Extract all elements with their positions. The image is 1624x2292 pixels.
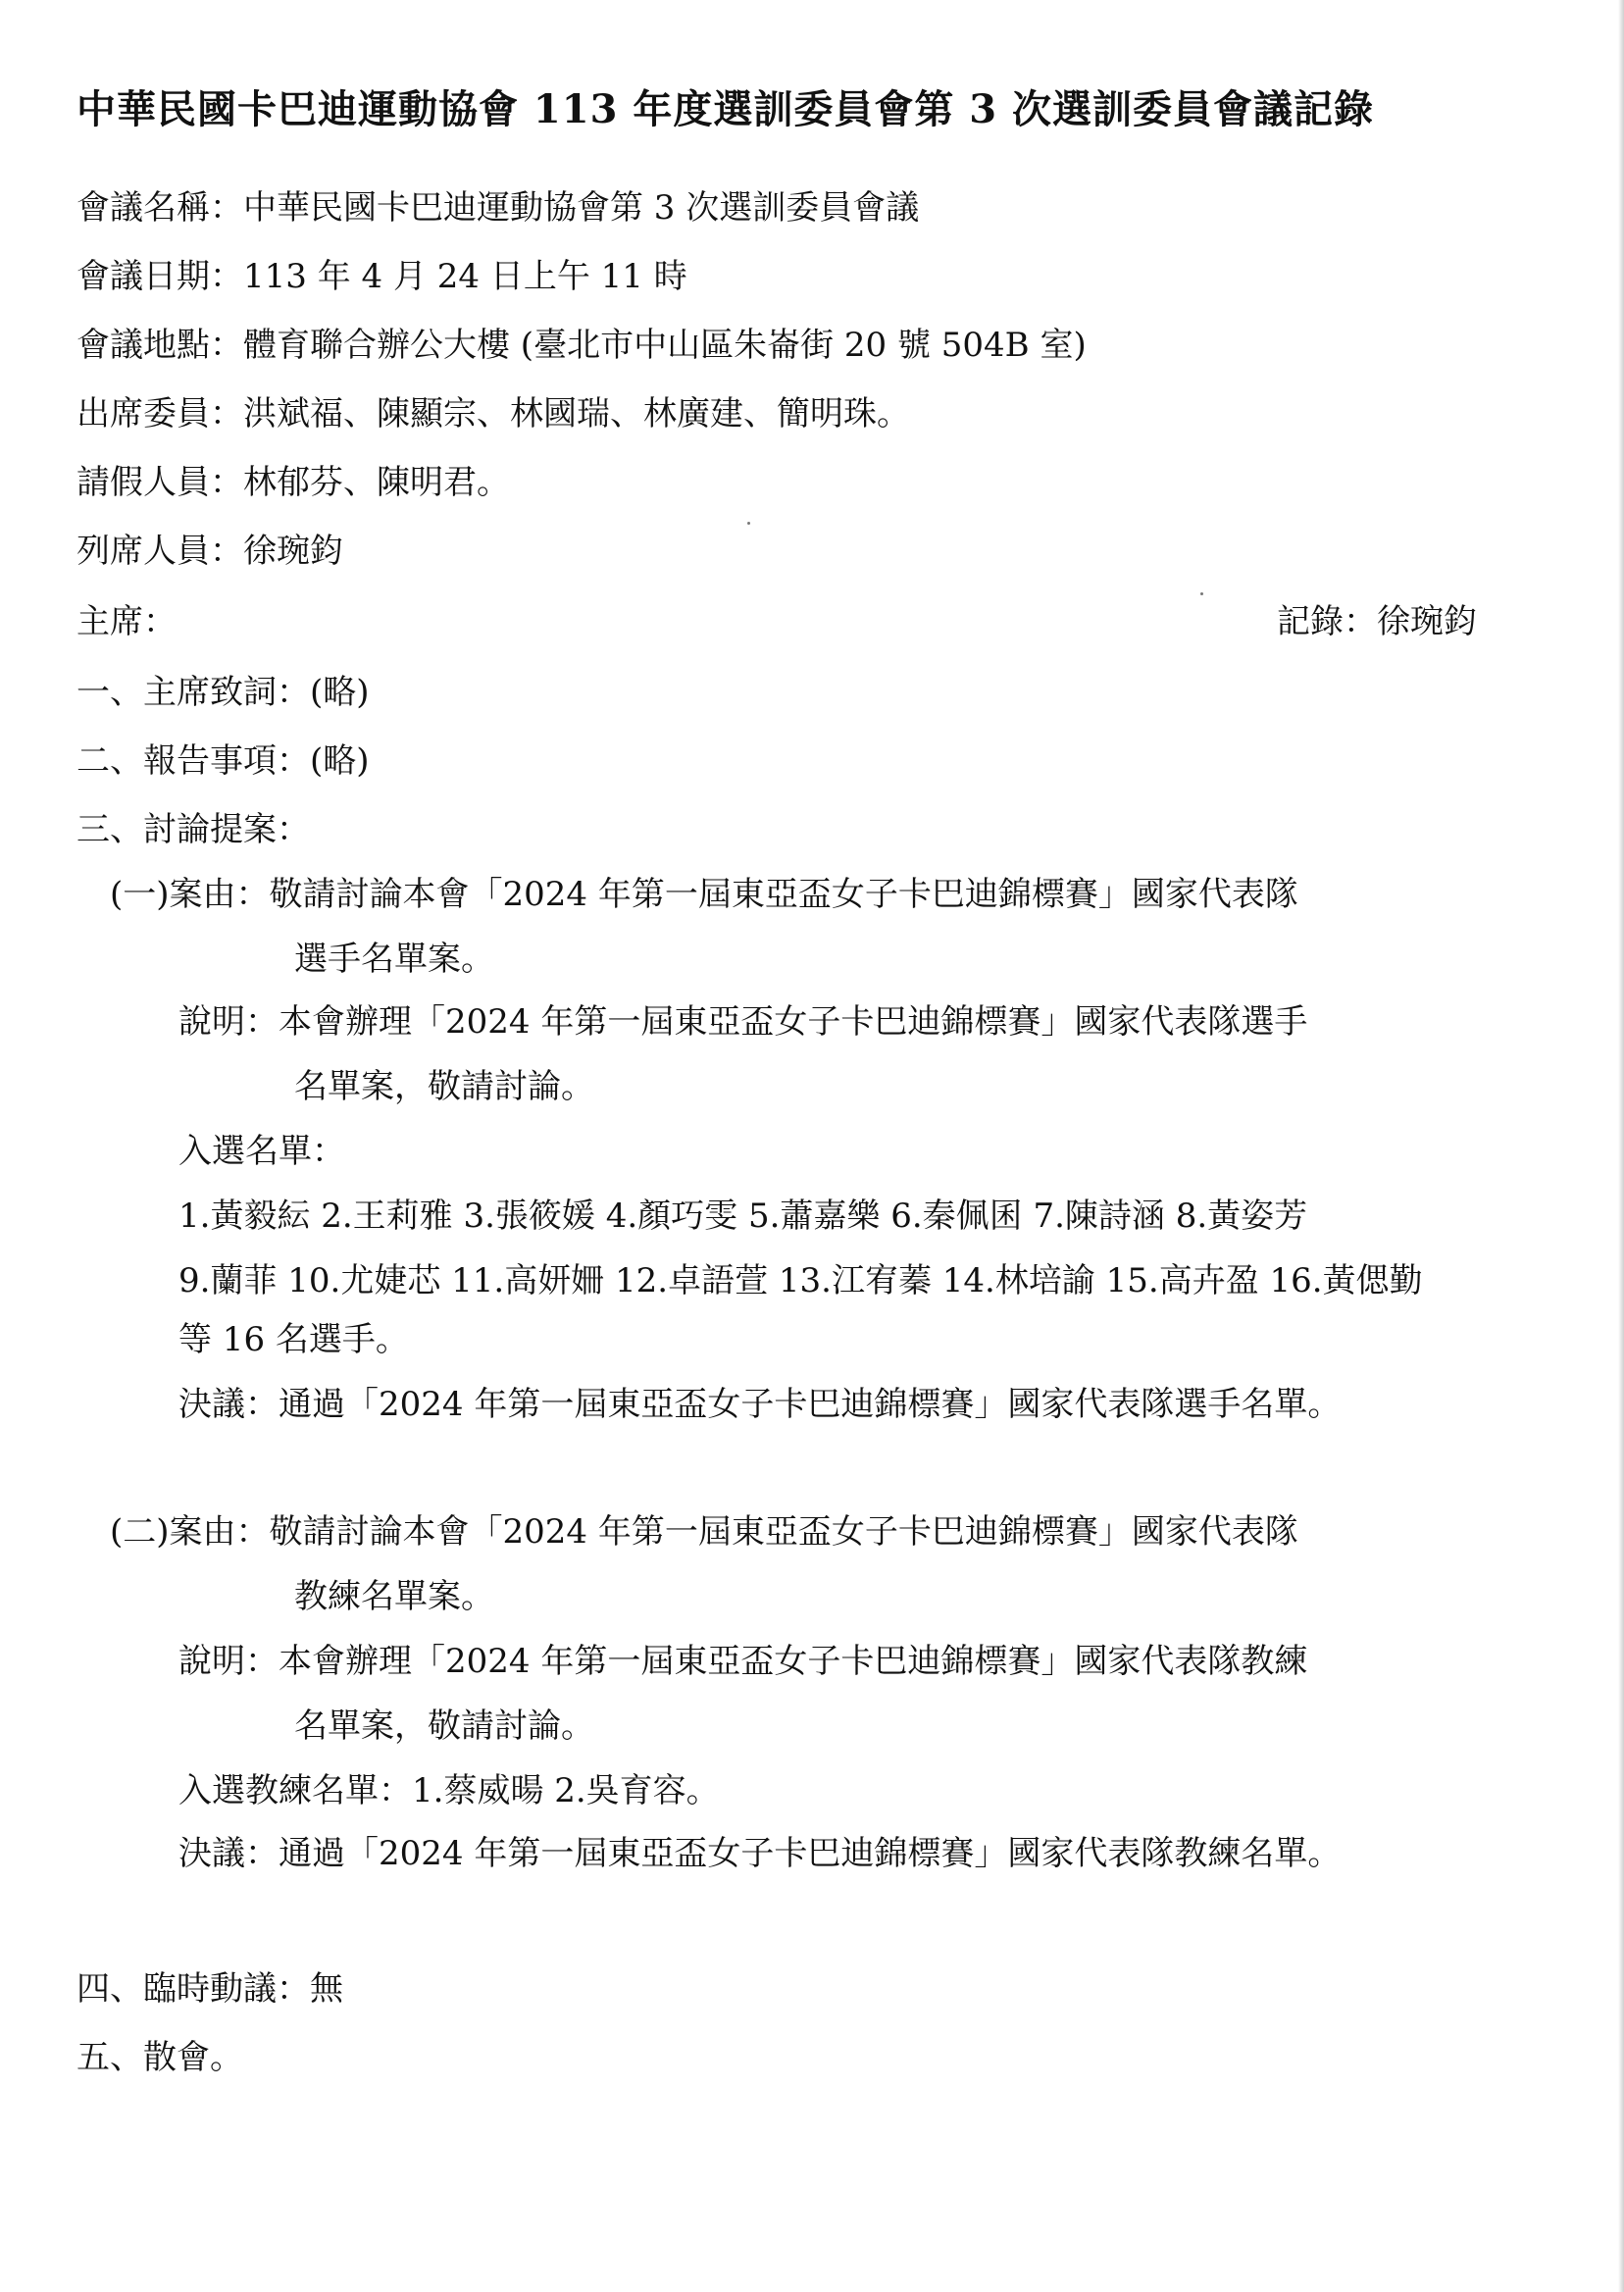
proposal2-case-line1: (二)案由：敬請討論本會「2024 年第一屆東亞盃女子卡巴迪錦標賽」國家代表隊	[110, 1512, 1298, 1552]
proposal1-resolution: 決議：通過「2024 年第一屆東亞盃女子卡巴迪錦標賽」國家代表隊選手名單。	[178, 1385, 1342, 1424]
section-four: 四、臨時動議：無	[76, 1969, 343, 2009]
proposal1-list-label: 入選名單：	[178, 1132, 345, 1171]
proposal1-case-line2: 選手名單案。	[294, 940, 494, 979]
recorder: 記錄：徐琬鈞	[1277, 602, 1477, 641]
proposal1-list-line3: 等 16 名選手。	[178, 1320, 409, 1359]
proposal2-case-line2: 教練名單案。	[294, 1577, 494, 1616]
chair: 主席：	[76, 602, 177, 641]
attendees: 出席委員：洪斌福、陳顯宗、林國瑞、林廣建、簡明珠。	[76, 394, 910, 433]
section-three: 三、討論提案：	[76, 810, 310, 849]
proposal1-list-line2: 9.蘭菲 10.尤婕芯 11.高妍姍 12.卓語萱 13.江宥蓁 14.林培諭 15.高卉盈 16.黃偲勤	[178, 1261, 1423, 1300]
on-leave: 請假人員：林郁芬、陳明君。	[76, 463, 510, 502]
section-five: 五、散會。	[76, 2038, 243, 2077]
observers: 列席人員：徐琬鈞	[76, 532, 343, 571]
proposal2-desc-line2: 名單案，敬請討論。	[294, 1706, 594, 1746]
proposal1-desc-line2: 名單案，敬請討論。	[294, 1067, 594, 1106]
meeting-name: 會議名稱：中華民國卡巴迪運動協會第 3 次選訓委員會議	[76, 188, 920, 228]
meeting-date: 會議日期：113 年 4 月 24 日上午 11 時	[76, 257, 687, 296]
scan-speck	[747, 522, 750, 525]
scan-speck	[1200, 592, 1203, 595]
proposal2-coach-list: 入選教練名單：1.蔡威暘 2.吳育容。	[178, 1771, 720, 1810]
proposal1-list-line1: 1.黃毅紜 2.王莉雅 3.張筱媛 4.顏巧雯 5.蕭嘉樂 6.秦佩囷 7.陳詩涵 8.黃姿芳	[178, 1197, 1308, 1236]
scan-edge-shadow	[1618, 0, 1624, 2292]
meeting-location: 會議地點：體育聯合辦公大樓 (臺北市中山區朱崙街 20 號 504B 室)	[76, 326, 1087, 365]
section-one: 一、主席致詞：(略)	[76, 673, 370, 712]
proposal1-case-line1: (一)案由：敬請討論本會「2024 年第一屆東亞盃女子卡巴迪錦標賽」國家代表隊	[110, 875, 1298, 914]
proposal2-desc-line1: 說明：本會辦理「2024 年第一屆東亞盃女子卡巴迪錦標賽」國家代表隊教練	[178, 1642, 1308, 1681]
proposal1-desc-line1: 說明：本會辦理「2024 年第一屆東亞盃女子卡巴迪錦標賽」國家代表隊選手	[178, 1002, 1308, 1042]
section-two: 二、報告事項：(略)	[76, 741, 370, 781]
proposal2-resolution: 決議：通過「2024 年第一屆東亞盃女子卡巴迪錦標賽」國家代表隊教練名單。	[178, 1834, 1342, 1873]
document-title: 中華民國卡巴迪運動協會 113 年度選訓委員會第 3 次選訓委員會議記錄	[76, 86, 1375, 132]
